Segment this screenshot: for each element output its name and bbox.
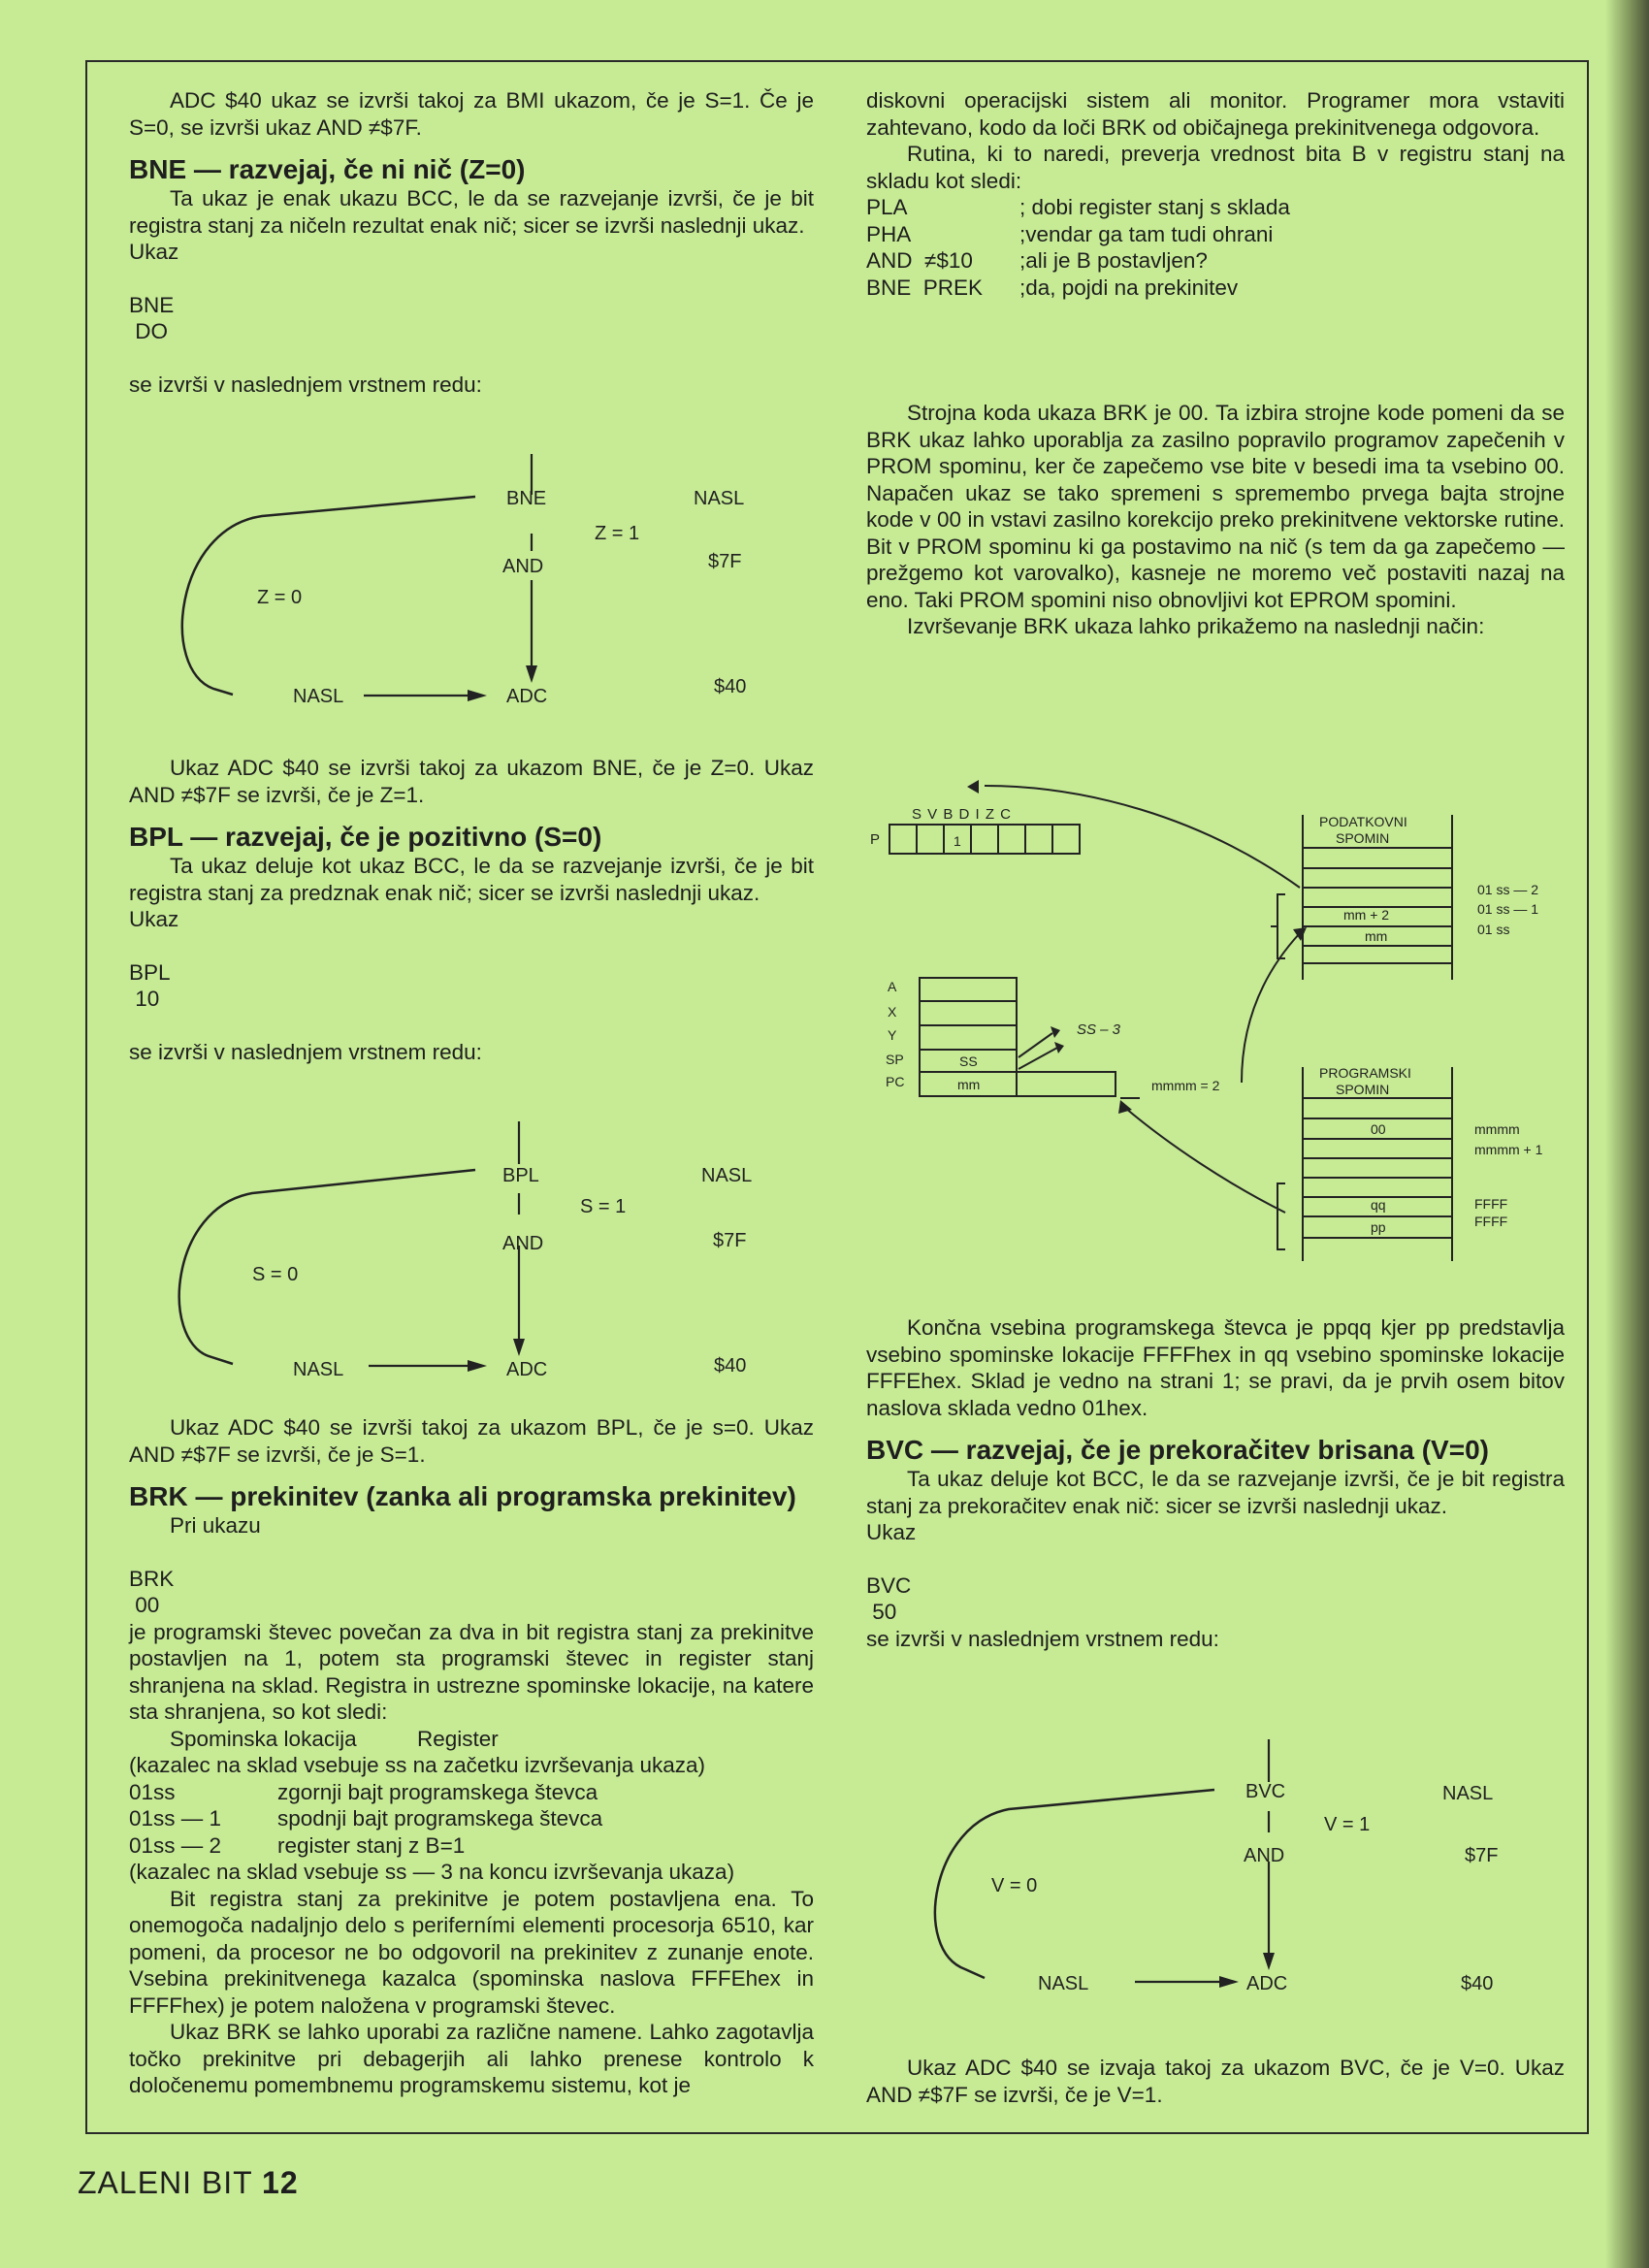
right-column <box>866 87 1565 301</box>
bvc-diag-v1: V = 1 <box>1324 1814 1371 1835</box>
bpl-diag-adc: ADC <box>506 1359 548 1380</box>
brk-row-loc: 01ss — 1 <box>129 1806 222 1831</box>
brk-code-arg: 00 <box>129 1593 160 1617</box>
bvc-diag-top: BVC <box>1245 1781 1286 1802</box>
bne-heading: BNE — razvejaj, če ni nič (Z=0) <box>129 154 526 184</box>
bpl-diag-40: $40 <box>714 1355 747 1377</box>
brk-code-op: BRK <box>129 1566 175 1591</box>
left-column-2 <box>129 755 814 1065</box>
mem2-cell-pp: pp <box>1371 1219 1386 1235</box>
right-column-2 <box>866 400 1565 640</box>
mem1-title1: PODATKOVNI <box>1319 814 1407 829</box>
right-column-4 <box>866 2055 1565 2108</box>
bpl-ukaz: Ukaz <box>129 907 179 931</box>
brk-row-reg: spodnji bajt programskega števca <box>277 1806 603 1831</box>
brk-heading: BRK — prekinitev (zanka ali programska prekinitev) <box>129 1481 796 1511</box>
bne-diag-nasl-bottom: NASL <box>293 686 344 707</box>
code-comment: ;ali je B postavljen? <box>1019 248 1208 273</box>
code-op: PHA <box>866 221 912 246</box>
brk-row-loc: 01ss <box>129 1779 176 1804</box>
bvc-order: se izvrši v naslednjem vrstnem redu: <box>866 1626 1219 1651</box>
p-register-label: P <box>870 831 881 848</box>
code-op: BNE PREK <box>866 275 984 300</box>
mem2-cell-qq: qq <box>1371 1197 1386 1213</box>
left-column <box>129 87 814 398</box>
reg-a: A <box>888 979 897 994</box>
bpl-heading: BPL — razvejaj, če je pozitivno (S=0) <box>129 822 602 852</box>
sp-value: SS <box>959 1053 978 1069</box>
code-line <box>866 247 1565 275</box>
reg-x: X <box>888 1004 897 1020</box>
right-p1: diskovni operacijski sistem ali monitor. Programer mora vstaviti zahtevano, kodo da loči BRK od običajnega prekinitvenega odgovora. <box>866 88 1565 140</box>
bne-after: Ukaz ADC $40 se izvrši takoj za ukazom BNE, če je Z=0. Ukaz AND ≠$7F se izvrši, če je Z=1. <box>129 756 814 807</box>
bvc-code-arg: 50 <box>866 1600 897 1624</box>
bpl-diag-7f: $7F <box>713 1230 747 1251</box>
right-column-3 <box>866 1314 1565 1652</box>
mem1-addr-1: 01 ss — 2 <box>1477 882 1539 897</box>
right-p2: Rutina, ki to naredi, preverja vrednost bita B v registru stanj na skladu kot sledi: <box>866 142 1565 193</box>
intro-paragraph: ADC $40 ukaz se izvrši takoj za BMI ukazom, če je S=1. Če je S=0, se izvrši ukaz AND ≠$7F. <box>129 88 814 140</box>
right-p5: Končna vsebina programskega števca je ppqq kjer pp predstavlja vsebino spominske lokacije FFFFhex in qq vsebino spominske lokacije FFFEhex. Sklad je vedno na strani 1; se pravi, da je prvih osem bitov naslova sklada vedno 01hex. <box>866 1315 1565 1420</box>
bpl-after: Ukaz ADC $40 se izvrši takoj za ukazom BPL, če je s=0. Ukaz AND ≠$7F se izvrši, če je S=1. <box>129 1415 814 1467</box>
reg-y: Y <box>888 1027 897 1043</box>
bpl-diag-top: BPL <box>502 1165 539 1186</box>
code-op: AND ≠$10 <box>866 248 973 273</box>
table-row <box>129 1832 814 1860</box>
bpl-code-op: BPL <box>129 959 171 985</box>
bpl-diag-and: AND <box>502 1233 544 1254</box>
bpl-diag-s1: S = 1 <box>580 1196 627 1217</box>
bvc-diag-40: $40 <box>1461 1973 1494 1994</box>
mem2-cell-00: 00 <box>1371 1121 1386 1137</box>
bpl-flow-diagram <box>165 1116 786 1387</box>
magazine-name: ZALENI BIT <box>78 2165 253 2200</box>
bne-diag-adc: ADC <box>506 686 548 707</box>
mmmm-eq-2: mmmm = 2 <box>1151 1078 1220 1093</box>
table-row <box>129 1805 814 1832</box>
code-op: PLA <box>866 195 908 219</box>
brk-note1: (kazalec na sklad vsebuje ss na začetku izvrševanja ukaza) <box>129 1753 706 1777</box>
bpl-diag-nasl-bottom: NASL <box>293 1359 344 1380</box>
bvc-after: Ukaz ADC $40 se izvaja takoj za ukazom BVC, če je V=0. Ukaz AND ≠$7F se izvrši, če je V=1. <box>866 2056 1565 2107</box>
ss-minus-3: SS – 3 <box>1077 1021 1121 1038</box>
bne-ukaz: Ukaz <box>129 240 179 264</box>
bne-diag-z0: Z = 0 <box>257 587 303 608</box>
brk-table-h1: Spominska lokacija <box>170 1726 357 1751</box>
brk-row-loc: 01ss — 2 <box>129 1832 222 1858</box>
bne-diag-top: BNE <box>506 488 547 509</box>
mem2-title2: SPOMIN <box>1336 1082 1390 1097</box>
brk-table-header <box>129 1726 814 1753</box>
brk-row-reg: register stanj z B=1 <box>277 1832 466 1858</box>
right-p3: Strojna koda ukaza BRK je 00. Ta izbira strojne kode pomeni da se BRK ukaz lahko uporablja za zasilno popravilo programov zapečenih v PROM spominu, ker če zapečemo vse bite v besedi ima ta vsebino 00. Napačen ukaz se tako spremeni s spremembo prvega bajta strojne kode v 00 in vstavi zasilno korekcijo preko prekinitvene vektorske rutine. Bit v PROM spominu ki ga postavimo na nič (s tem da ga zapečemo — prežgemo kot varovalko), kasneje ne moremo več postaviti nazaj na eno. Taki PROM spomini niso obnovljivi kot EPROM spomini. <box>866 401 1565 612</box>
bvc-diag-7f: $7F <box>1465 1845 1499 1866</box>
bvc-diag-v0: V = 0 <box>991 1875 1038 1896</box>
bvc-body: Ta ukaz deluje kot BCC, le da se razvejanje izvrši, če je bit registra stanj za prekoračitev enak nič: sicer se izvrši naslednji ukaz. <box>866 1467 1565 1518</box>
bne-code-arg: DO <box>129 319 169 343</box>
reg-pc: PC <box>886 1074 905 1089</box>
bvc-diag-and: AND <box>1244 1845 1285 1866</box>
bpl-body: Ta ukaz deluje kot ukaz BCC, le da se razvejanje izvrši, če je bit registra stanj za predznak enak nič; sicer se izvrši naslednji ukaz. <box>129 854 814 905</box>
code-line <box>866 275 1565 302</box>
reg-sp: SP <box>886 1052 904 1067</box>
mem1-addr-3: 01 ss <box>1477 922 1510 937</box>
bne-diag-and: AND <box>502 556 544 577</box>
mem1-cell-mm: mm <box>1365 928 1388 944</box>
code-line <box>866 194 1565 221</box>
table-row <box>129 1779 814 1806</box>
bne-diag-40: $40 <box>714 676 747 697</box>
bne-body: Ta ukaz je enak ukazu BCC, le da se razvejanje izvrši, če je bit registra stanj za ničeln rezultat enak nič; sicer se izvrši naslednji ukaz. <box>129 186 814 238</box>
brk-body2: Bit registra stanj za prekinitve je potem postavljena ena. To onemogoča nadaljnjo delo s periferními elementi procesorja 6510, kar pomeni, da procesor ne bo odgovoril na prekinitev z zunanje enote. Vsebina prekinitvenega kazalca (spominska naslova FFFEhex in FFFFhex) je potem naložena v programski števec. <box>129 1886 814 2018</box>
pc-value: mm <box>957 1077 981 1092</box>
code-line <box>866 221 1565 248</box>
bne-diag-z1: Z = 1 <box>595 523 640 544</box>
mem2-addr-4: FFFF <box>1474 1214 1508 1229</box>
bvc-flow-diagram <box>912 1732 1571 2003</box>
brk-pri: Pri ukazu <box>170 1513 261 1538</box>
bpl-order: se izvrši v naslednjem vrstnem redu: <box>129 1039 482 1064</box>
page-number: 12 <box>262 2165 299 2200</box>
page-edge-shadow <box>1605 0 1649 2268</box>
bne-order: se izvrši v naslednjem vrstnem redu: <box>129 372 482 397</box>
bvc-heading: BVC — razvejaj, če je prekoračitev brisana (V=0) <box>866 1435 1489 1465</box>
brk-note2: (kazalec na sklad vsebuje ss — 3 na koncu izvrševanja ukaza) <box>129 1860 735 1884</box>
bvc-diag-nasl-bottom: NASL <box>1038 1973 1089 1994</box>
mem1-cell-mm2: mm + 2 <box>1343 907 1390 923</box>
bne-diag-7f: $7F <box>708 551 742 572</box>
bpl-diag-nasl: NASL <box>701 1165 753 1186</box>
mem1-addr-2: 01 ss — 1 <box>1477 901 1539 917</box>
code-comment: ; dobi register stanj s sklada <box>1019 195 1290 219</box>
brk-body1: je programski števec povečan za dva in bit registra stanj za prekinitve postavljen na 1, potem sta programski števec in register stanj shranjena na sklad. Registra in ustrezne spominske lokacije, na katere sta shranjena, so kot sledi: <box>129 1619 814 1724</box>
flag-letters: S V B D I Z C <box>912 806 1013 823</box>
bvc-ukaz: Ukaz <box>866 1520 917 1544</box>
mem1-title2: SPOMIN <box>1336 830 1390 846</box>
bne-code-op: BNE <box>129 292 175 317</box>
bvc-diag-nasl: NASL <box>1442 1783 1494 1804</box>
bpl-diag-s0: S = 0 <box>252 1264 299 1285</box>
code-comment: ;vendar ga tam tudi ohrani <box>1019 221 1274 246</box>
page-footer <box>78 2165 299 2201</box>
left-column-3 <box>129 1414 814 2099</box>
code-comment: ;da, pojdi na prekinitev <box>1019 275 1239 300</box>
mem2-addr-3: FFFF <box>1474 1196 1508 1212</box>
bne-diag-nasl: NASL <box>694 488 745 509</box>
bpl-code-arg: 10 <box>129 987 160 1011</box>
mem2-addr-1: mmmm <box>1474 1121 1520 1137</box>
brk-row-reg: zgornji bajt programskega števca <box>277 1779 598 1804</box>
b-flag-value: 1 <box>954 833 961 849</box>
brk-table-h2: Register <box>417 1726 499 1751</box>
brk-execution-figure <box>858 757 1567 1280</box>
bvc-diag-adc: ADC <box>1246 1973 1288 1994</box>
bvc-code-op: BVC <box>866 1572 912 1598</box>
right-p4: Izvrševanje BRK ukaza lahko prikažemo na naslednji način: <box>907 614 1485 638</box>
brk-body3: Ukaz BRK se lahko uporabi za različne namene. Lahko zagotavlja točko prekinitve pri debagerjih ali lahko prenese kontrolo k določenemu pomembnemu programskemu sistemu, kot je <box>129 2020 814 2097</box>
bne-flow-diagram <box>165 446 786 718</box>
mem2-addr-2: mmmm + 1 <box>1474 1142 1543 1157</box>
mem2-title1: PROGRAMSKI <box>1319 1065 1411 1081</box>
